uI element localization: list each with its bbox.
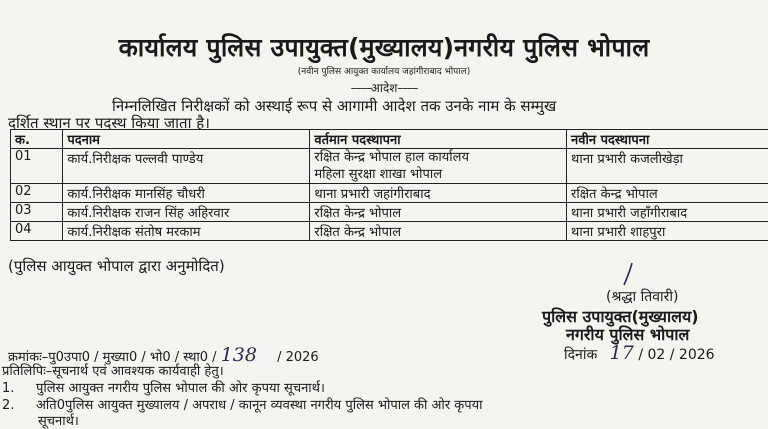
copy-to-item-number: 2.: [2, 398, 36, 413]
intro-line-1: निम्नलिखित निरीक्षकों को अस्थाई रूप से आगामी आदेश तक उनके नाम के सम्मुख: [112, 96, 556, 116]
signer-name: (श्रद्धा तिवारी): [606, 287, 678, 306]
row-name: कार्य.निरीक्षक मानसिंह चौधरी: [63, 184, 310, 203]
order-label: आदेश: [371, 81, 398, 95]
intro-line-2: दर्शित स्थान पर पदस्थ किया जाता है।: [8, 113, 210, 133]
row-current-posting: [310, 149, 567, 184]
row-current-posting: थाना प्रभारी जहांगीराबाद: [310, 184, 567, 203]
header-new-posting: नवीन पदस्थापना: [567, 130, 768, 149]
order-date: [564, 342, 715, 364]
signature-stroke-icon: [622, 262, 634, 286]
table-header-row: [11, 130, 768, 149]
row-name: कार्य.निरीक्षक पल्लवी पाण्डेय: [63, 149, 310, 184]
reference-prefix: क्रमांकः–पु0उपा0 / मुख्या0 / भो0 / स्था0 /: [8, 350, 217, 365]
copy-to-item-text: अति0पुलिस आयुक्त मुख्यालय / अपराध / कानून व्यवस्था नगरीय पुलिस भोपाल की ओर कृपया: [36, 398, 483, 413]
approval-note: (पुलिस आयुक्त भोपाल द्वारा अनुमोदित): [8, 256, 225, 276]
copy-to-item-text: पुलिस आयुक्त नगरीय पुलिस भोपाल की ओर कृपया सूचनार्थ।: [36, 381, 325, 396]
row-new-posting: थाना प्रभारी शाहपुरा: [567, 222, 768, 241]
date-label: दिनांक: [564, 347, 597, 363]
document-title: कार्यालय पुलिस उपायुक्त(मुख्यालय)नगरीय पुलिस भोपाल: [0, 30, 768, 64]
row-name: कार्य.निरीक्षक राजन सिंह अहिरवार: [63, 203, 310, 222]
header-designation: पदनाम: [63, 130, 310, 149]
reference-year: / 2026: [277, 350, 319, 365]
header-current-posting: वर्तमान पदस्थापना: [310, 130, 567, 149]
row-new-posting: थाना प्रभारी जहाँगीराबाद: [567, 203, 768, 222]
row-current-posting-line-1: रक्षित केन्द्र भोपाल हाल कार्यालय: [314, 149, 562, 166]
date-handwritten-day: 17: [610, 342, 634, 364]
table-row: [11, 184, 768, 203]
copy-to-heading: प्रतिलिपिः–सूचनार्थ एवं आवश्यक कार्यवाही हेतु।: [2, 361, 224, 379]
posting-table: [10, 129, 768, 241]
row-current-posting: रक्षित केन्द्र भोपाल: [310, 222, 567, 241]
row-current-posting: रक्षित केन्द्र भोपाल: [310, 203, 567, 222]
row-serial: 01: [11, 149, 63, 184]
copy-to-item: [2, 378, 325, 396]
row-new-posting: रक्षित केन्द्र भोपाल: [567, 184, 768, 203]
row-serial: 04: [11, 222, 63, 241]
date-rest: / 02 / 2026: [638, 347, 714, 363]
office-address: (नवीन पुलिस आयुक्त कार्यालय जहांगीराबाद भोपाल): [0, 64, 768, 77]
signer-designation: पुलिस उपायुक्त(मुख्यालय): [542, 305, 699, 327]
row-serial: 03: [11, 203, 63, 222]
row-new-posting: थाना प्रभारी कजलीखेड़ा: [567, 149, 768, 184]
header-serial: क.: [11, 130, 63, 149]
order-heading: [0, 79, 768, 96]
signature-stroke: [622, 262, 634, 290]
table-row: [11, 203, 768, 222]
row-name: कार्य.निरीक्षक संतोष मरकाम: [63, 222, 310, 241]
table-row: [11, 222, 768, 241]
row-serial: 02: [11, 184, 63, 203]
row-current-posting-line-2: महिला सुरक्षा शाखा भोपाल: [314, 166, 562, 183]
signer-office: नगरीय पुलिस भोपाल: [566, 323, 689, 345]
order-heading-dash-right: ––––: [397, 81, 417, 95]
copy-to-item-number: 1.: [2, 381, 36, 396]
table-row: [11, 149, 768, 184]
reference-handwritten-number: 138: [221, 344, 257, 366]
order-heading-dash-left: ––––: [351, 81, 371, 95]
copy-to-item-continuation: सूचनार्थ।: [38, 411, 79, 429]
